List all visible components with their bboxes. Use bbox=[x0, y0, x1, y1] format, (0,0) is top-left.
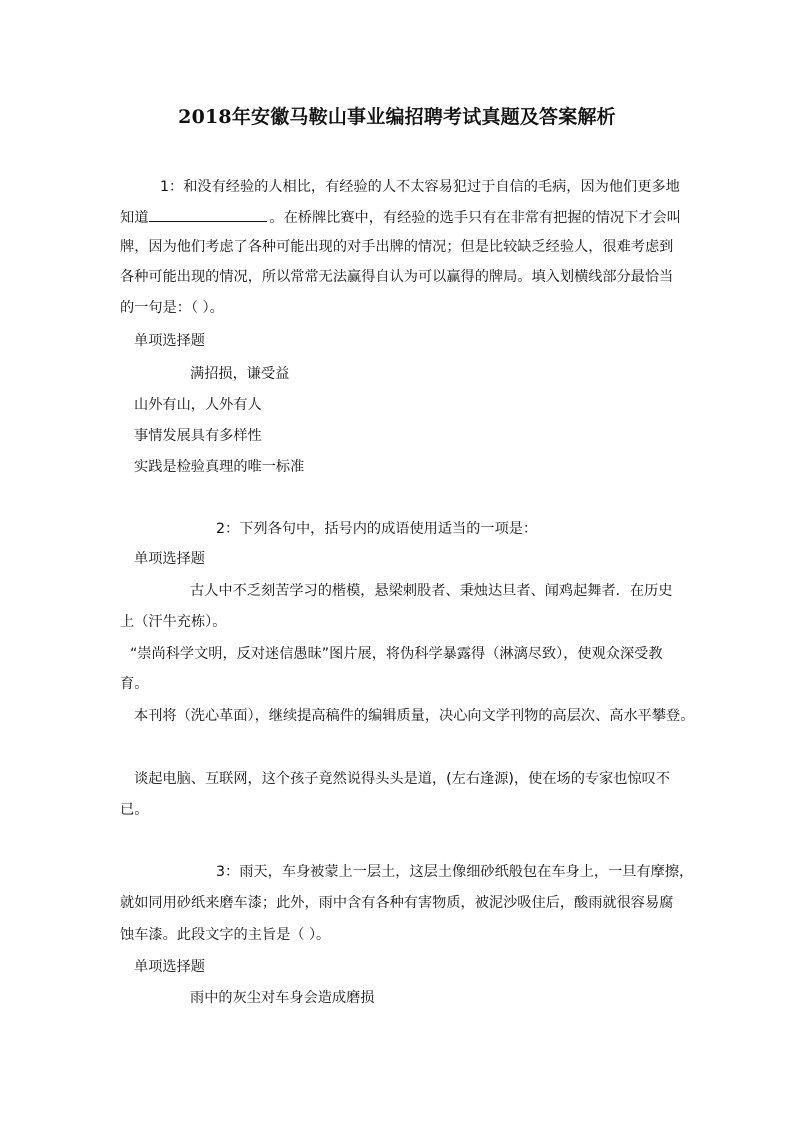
q1-text-line2-after: 。在桥牌比赛中，有经验的选手只有在非常有把握的情况下才会叫 bbox=[269, 210, 681, 226]
q1-text-line5: 的一句是：（ ）。 bbox=[120, 300, 224, 316]
page-title: 2018年安徽马鞍山事业编招聘考试真题及答案解析 bbox=[178, 106, 616, 128]
q3-text-line2: 就如同用砂纸来磨车漆；此外，雨中含有各种有害物质，被泥沙吸住后，酸雨就很容易腐 bbox=[120, 895, 674, 911]
q3-option-a: 雨中的灰尘对车身会造成磨损 bbox=[190, 990, 375, 1006]
q3-text-line1: 3：雨天，车身被蒙上一层土，这层土像细砂纸般包在车身上，一旦有摩擦， bbox=[216, 864, 694, 880]
q3-text-line3: 蚀车漆。此段文字的主旨是（ ）。 bbox=[120, 927, 331, 943]
q2-option-b-line2: 育。 bbox=[120, 676, 149, 692]
q1-text-line2-before: 知道 bbox=[120, 210, 149, 226]
q2-option-b-line1: “崇尚科学文明，反对迷信愚昧”图片展，将伪科学暴露得（淋漓尽致），使观众深受教 bbox=[130, 646, 663, 662]
fill-blank-line bbox=[149, 207, 267, 222]
q1-text-line3: 牌，因为他们考虑了各种可能出现的对手出牌的情况；但是比较缺乏经验人，很难考虑到 bbox=[120, 239, 674, 255]
q2-question-type: 单项选择题 bbox=[134, 551, 205, 567]
q1-text-line1: 1：和没有经验的人相比，有经验的人不太容易犯过于自信的毛病，因为他们更多地 bbox=[160, 179, 680, 195]
q2-text-line1: 2：下列各句中，括号内的成语使用适当的一项是： bbox=[216, 521, 538, 537]
q1-option-a: 满招损，谦受益 bbox=[190, 366, 290, 382]
q2-option-d-line1: 谈起电脑、互联网，这个孩子竟然说得头头是道，(左右逢源)，使在场的专家也惊叹不 bbox=[134, 771, 671, 787]
q1-option-b: 山外有山，人外有人 bbox=[134, 397, 262, 413]
q2-option-a-line2: 上（汗牛充栋）。 bbox=[120, 614, 227, 630]
q1-text-line4: 各种可能出现的情况，所以常常无法赢得自认为可以赢得的牌局。填入划横线部分最恰当 bbox=[120, 269, 674, 285]
q1-option-d: 实践是检验真理的唯一标准 bbox=[134, 459, 305, 475]
q2-option-c: 本刊将（洗心革面），继续提高稿件的编辑质量，决心向文学刊物的高层次、高水平攀登。 bbox=[134, 708, 695, 724]
q2-option-a-line1: 古人中不乏刻苦学习的楷模，悬梁刺股者、秉烛达旦者、闻鸡起舞者．在历史 bbox=[190, 583, 673, 599]
q2-option-d-line2: 已。 bbox=[120, 802, 149, 818]
q1-option-c: 事情发展具有多样性 bbox=[134, 428, 262, 444]
q3-question-type: 单项选择题 bbox=[134, 959, 205, 975]
q1-text-line2 bbox=[120, 207, 681, 228]
q1-question-type: 单项选择题 bbox=[134, 333, 205, 349]
